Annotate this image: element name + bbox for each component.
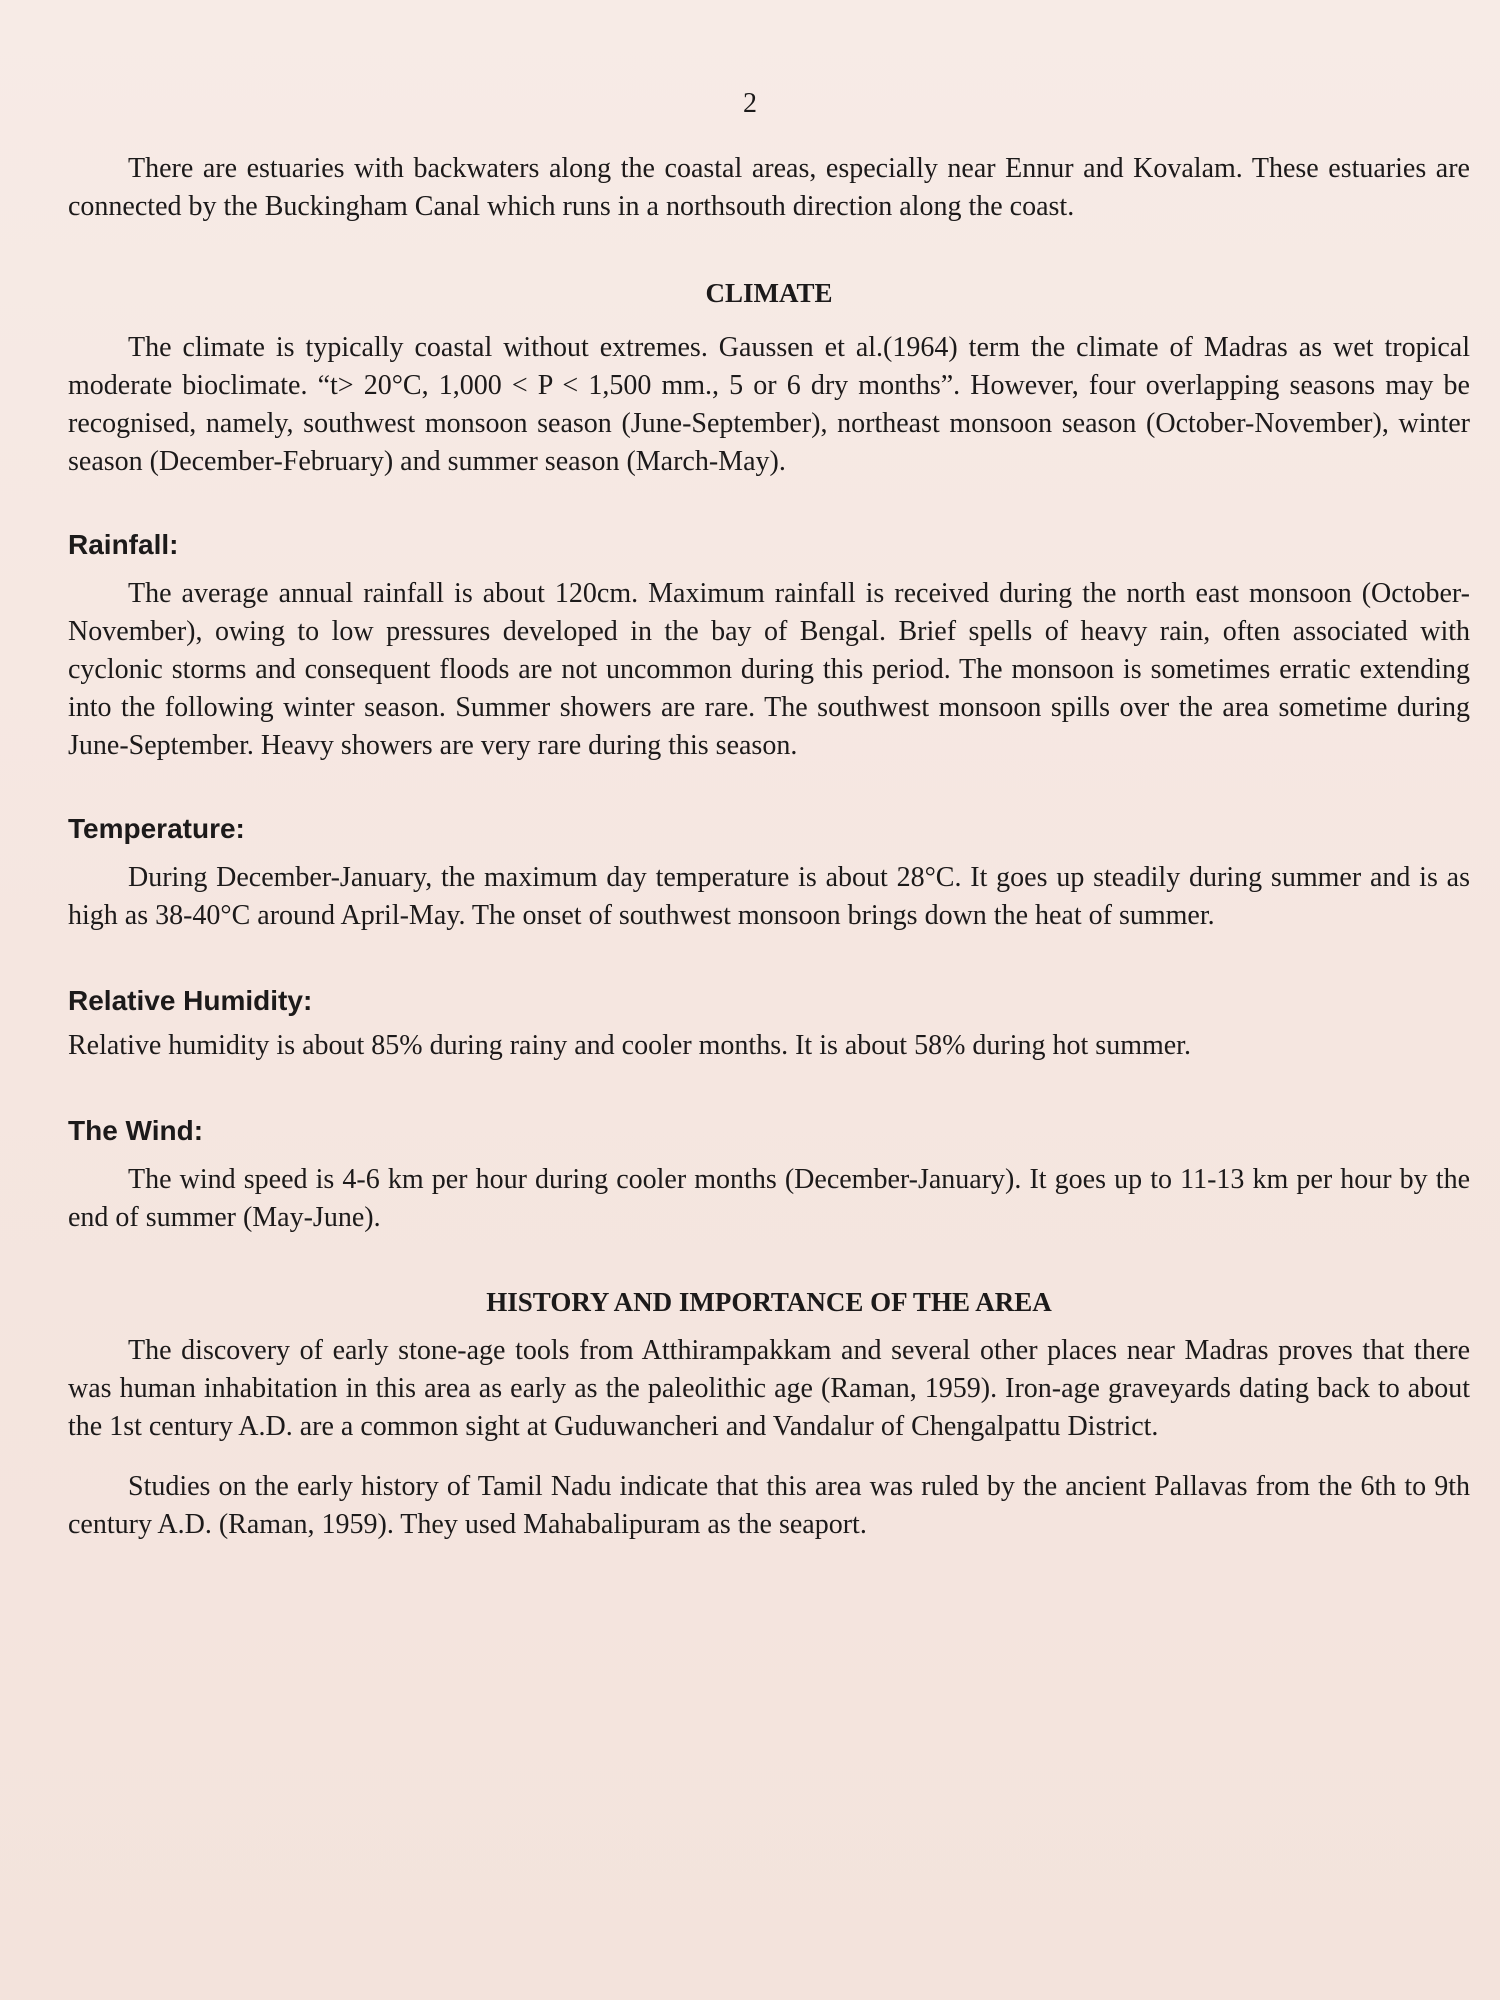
climate-paragraph: The climate is typically coastal without extremes. Gaussen et al.(1964) term the climate of Madras as wet tropical moderate bioclimate. “t> 20°C, 1,000 < P < 1,500 mm., 5 or 6 dry months”. However, four overlapping seasons may be recognised, namely, southwest monsoon season (June-September), northeast monsoon season (October-November), winter season (December-February) and summer season (March-May).	[68, 332, 1470, 477]
history-title: HISTORY AND IMPORTANCE OF THE AREA	[486, 1287, 1052, 1317]
history-paragraph-2: Studies on the early history of Tamil Nadu indicate that this area was ruled by the ancient Pallavas from the 6th to 9th century A.D. (Raman, 1959). They used Mahabalipuram as the seaport.	[68, 1471, 1470, 1540]
wind-heading: The Wind:	[68, 1115, 204, 1146]
history-paragraph-1: The discovery of early stone-age tools from Atthirampakkam and several other places near Madras proves that there was human inhabitation in this area as early as the paleolithic age (Raman, 1959). Iron-age graveyards dating back to about the 1st century A.D. are a common sight at Guduwancheri and Vandalur of Chengalpattu District.	[68, 1335, 1470, 1442]
humidity-heading: Relative Humidity:	[68, 985, 313, 1016]
temperature-heading: Temperature:	[68, 813, 245, 844]
rainfall-heading: Rainfall:	[68, 529, 179, 560]
intro-paragraph: There are estuaries with backwaters along the coastal areas, especially near Ennur and Kovalam. These estuaries are connected by the Buckingham Canal which runs in a northsouth direction along the coast.	[68, 153, 1470, 222]
page-content	[68, 150, 1470, 1544]
wind-paragraph: The wind speed is 4-6 km per hour during cooler months (December-January). It goes up to 11-13 km per hour by the end of summer (May-June).	[68, 1164, 1470, 1233]
temperature-paragraph: During December-January, the maximum day temperature is about 28°C. It goes up steadily during summer and is as high as 38-40°C around April-May. The onset of southwest monsoon brings down the heat of summer.	[68, 862, 1470, 931]
humidity-paragraph: Relative humidity is about 85% during rainy and cooler months. It is about 58% during hot summer.	[68, 1030, 1191, 1061]
page-number: 2	[743, 88, 757, 119]
rainfall-paragraph: The average annual rainfall is about 120cm. Maximum rainfall is received during the north east monsoon (October-November), owing to low pressures developed in the bay of Bengal. Brief spells of heavy rain, often associated with cyclonic storms and consequent floods are not uncommon during this period. The monsoon is sometimes erratic extending into the following winter season. Summer showers are rare. The southwest monsoon spills over the area sometime during June-September. Heavy showers are very rare during this season.	[68, 578, 1470, 761]
climate-title: CLIMATE	[705, 278, 833, 308]
